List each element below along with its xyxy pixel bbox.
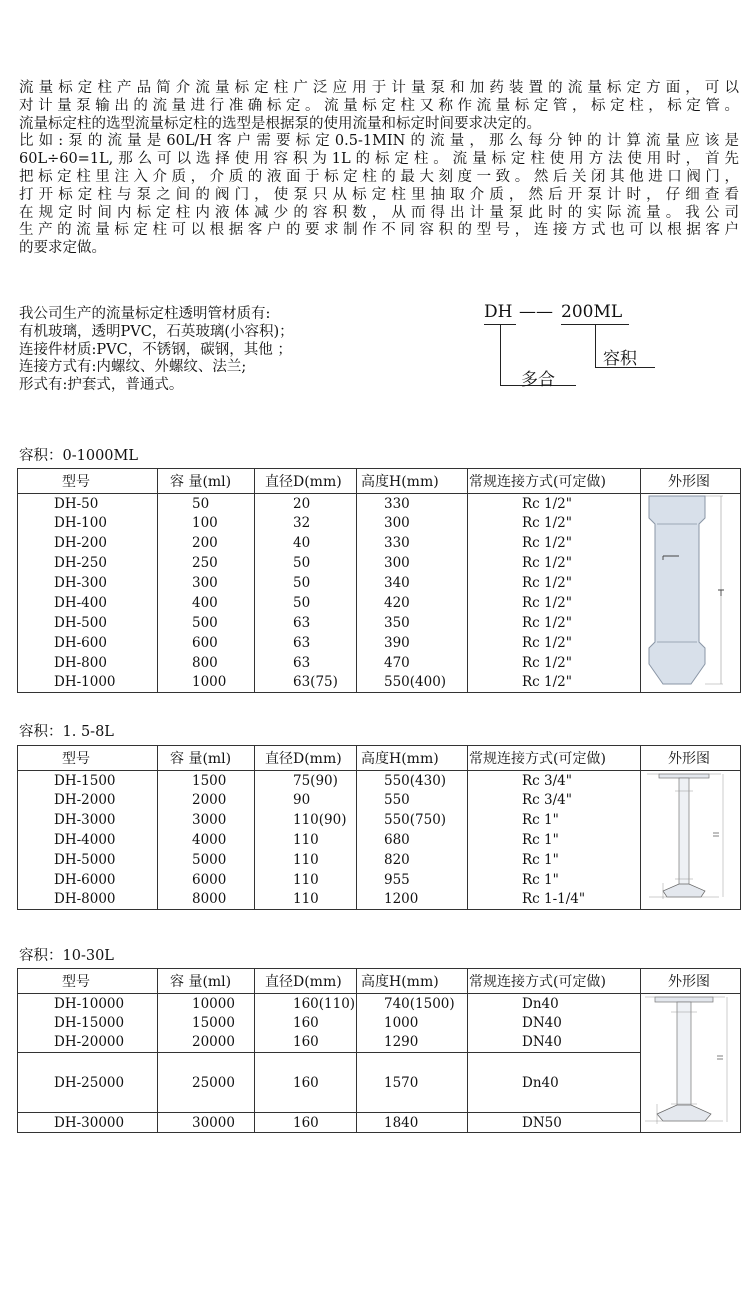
header-volume: 容 量(ml): [158, 746, 255, 771]
materials-line: 我公司生产的流量标定柱透明管材质有:: [19, 306, 271, 322]
cell-model: DH-300: [18, 573, 158, 593]
cell-height: 1570: [357, 1052, 468, 1112]
spec-table-small: [17, 468, 741, 693]
cell-height: 550(400): [357, 673, 468, 693]
table-row: [18, 1052, 741, 1112]
spec-table-large: [17, 968, 741, 1133]
base-cone: [657, 1105, 711, 1121]
table-row: [18, 613, 741, 633]
cell-model: DH-3000: [18, 810, 158, 830]
cell-volume: 25000: [158, 1052, 255, 1112]
cell-connection: Rc 1-1/4": [468, 890, 641, 910]
cell-model: DH-10000: [18, 994, 158, 1014]
cell-connection: DN50: [468, 1113, 641, 1133]
cell-model: DH-1500: [18, 771, 158, 791]
cell-model: DH-30000: [18, 1113, 158, 1133]
cell-height: 550: [357, 790, 468, 810]
table-row: [18, 673, 741, 693]
table-row: [18, 850, 741, 870]
intro-line: 生产的流量标定柱可以根据客户的要求制作不同容积的型号，连接方式也可以根据客户: [19, 222, 739, 239]
table-row: [18, 890, 741, 910]
cell-diameter: 110: [255, 890, 357, 910]
header-shape: 外形图: [641, 469, 741, 494]
cell-diameter: 20: [255, 494, 357, 514]
cell-height: 740(1500): [357, 994, 468, 1014]
cell-connection: Rc 1/2": [468, 494, 641, 514]
intro-line: 打开标定柱与泵之间的阀门，使泵只从标定柱里抽取介质，然后开泵计时，仔细查看: [19, 186, 739, 203]
cell-volume: 1000: [158, 673, 255, 693]
cell-height: 955: [357, 870, 468, 890]
cell-height: 820: [357, 850, 468, 870]
intro-line: 对计量泵输出的流量进行准确标定。流量标定柱又称作流量标定管，标定柱，标定管。: [19, 97, 739, 114]
cell-connection: Rc 1": [468, 810, 641, 830]
intro-paragraph: [19, 80, 739, 258]
label-company: 多合: [521, 370, 555, 390]
cell-diameter: 160(110): [255, 994, 357, 1014]
materials-list: [19, 306, 294, 395]
base-cone: [663, 884, 705, 897]
cell-height: 1000: [357, 1013, 468, 1033]
cell-connection: Rc 3/4": [468, 790, 641, 810]
header-model: 型号: [18, 469, 158, 494]
table-row: [18, 593, 741, 613]
cell-volume: 200: [158, 533, 255, 553]
cell-diameter: 110(90): [255, 810, 357, 830]
cell-volume: 3000: [158, 810, 255, 830]
cell-diameter: 160: [255, 1113, 357, 1133]
cell-height: 550(750): [357, 810, 468, 830]
cell-volume: 8000: [158, 890, 255, 910]
prefix-leader: [500, 324, 501, 385]
cell-diameter: 63(75): [255, 673, 357, 693]
cell-diameter: 160: [255, 1013, 357, 1033]
cell-volume: 50: [158, 494, 255, 514]
header-connection: 常规连接方式(可定做): [468, 969, 641, 994]
cell-height: 550(430): [357, 771, 468, 791]
cell-model: DH-250: [18, 553, 158, 573]
materials-line: 连接方式有:内螺纹、外螺纹、法兰;: [19, 359, 247, 376]
cell-diameter: 63: [255, 613, 357, 633]
header-connection: 常规连接方式(可定做): [468, 746, 641, 771]
table-row: [18, 494, 741, 514]
model-dash: ——: [519, 302, 553, 322]
cell-diameter: 63: [255, 633, 357, 653]
cell-model: DH-600: [18, 633, 158, 653]
cell-model: DH-8000: [18, 890, 158, 910]
cell-model: DH-50: [18, 494, 158, 514]
cell-model: DH-2000: [18, 790, 158, 810]
cell-volume: 600: [158, 633, 255, 653]
cell-diameter: 40: [255, 533, 357, 553]
cell-volume: 20000: [158, 1033, 255, 1053]
cell-volume: 400: [158, 593, 255, 613]
cell-height: 330: [357, 494, 468, 514]
intro-line: 流量标定柱的选型流量标定柱的选型是根据泵的使用流量和标定时间要求决定的。: [19, 115, 541, 132]
table-row: [18, 513, 741, 533]
cell-connection: Rc 1/2": [468, 533, 641, 553]
table-row: [18, 994, 741, 1014]
cell-model: DH-25000: [18, 1052, 158, 1112]
cell-model: DH-500: [18, 613, 158, 633]
model-code-diagram: [484, 300, 664, 396]
table-row: [18, 810, 741, 830]
header-height: 高度H(mm): [357, 469, 468, 494]
table-row: [18, 790, 741, 810]
header-diameter: 直径D(mm): [255, 746, 357, 771]
cell-model: DH-800: [18, 653, 158, 673]
cell-connection: DN40: [468, 1033, 641, 1053]
cell-height: 1290: [357, 1033, 468, 1053]
intro-line: 流量标定柱产品简介流量标定柱广泛应用于计量泵和加药装置的流量标定方面，可以: [19, 80, 739, 96]
cell-connection: Dn40: [468, 994, 641, 1014]
cell-volume: 100: [158, 513, 255, 533]
cell-diameter: 110: [255, 850, 357, 870]
intro-line: 比如:泵的流量是60L/H客户需要标定0.5-1MIN的流量，那么每分钟的计算流量应该是: [19, 133, 739, 150]
cell-connection: Rc 1/2": [468, 653, 641, 673]
cell-diameter: 50: [255, 593, 357, 613]
cell-height: 1840: [357, 1113, 468, 1133]
table-row: [18, 1013, 741, 1033]
cell-volume: 2000: [158, 790, 255, 810]
cell-height: 330: [357, 533, 468, 553]
header-diameter: 直径D(mm): [255, 969, 357, 994]
cell-volume: 800: [158, 653, 255, 673]
materials-line: 连接件材质:PVC，不锈钢，碳钢，其他 ；: [19, 341, 292, 358]
column-tube: [677, 1002, 691, 1112]
cell-connection: Rc 1/2": [468, 513, 641, 533]
cell-diameter: 90: [255, 790, 357, 810]
intro-line: 把标定柱里注入介质，介质的液面于标定柱的最大刻度一致。然后关闭其他进口阀门，: [19, 168, 739, 185]
model-suffix: 200ML: [561, 302, 623, 322]
table-row: [18, 870, 741, 890]
header-model: 型号: [18, 746, 158, 771]
small-column-drawing: [641, 494, 741, 688]
table-row: [18, 653, 741, 673]
cell-height: 340: [357, 573, 468, 593]
large-column-drawing: [641, 994, 741, 1128]
cell-model: DH-400: [18, 593, 158, 613]
top-flange: [659, 774, 709, 778]
cell-connection: Rc 1/2": [468, 553, 641, 573]
cell-connection: Rc 1": [468, 850, 641, 870]
cell-connection: Dn40: [468, 1052, 641, 1112]
materials-line: 形式有:护套式，普通式。: [19, 377, 184, 394]
cell-connection: Rc 1/2": [468, 613, 641, 633]
table-row: [18, 1033, 741, 1053]
height-marker: [713, 833, 719, 836]
cell-volume: 5000: [158, 850, 255, 870]
header-shape: 外形图: [641, 746, 741, 771]
cell-diameter: 75(90): [255, 771, 357, 791]
cell-volume: 250: [158, 553, 255, 573]
cell-diameter: 110: [255, 830, 357, 850]
top-flange: [655, 997, 713, 1002]
suffix-leader: [595, 324, 596, 367]
cell-model: DH-6000: [18, 870, 158, 890]
cell-connection: Rc 3/4": [468, 771, 641, 791]
table-row: [18, 553, 741, 573]
cell-diameter: 110: [255, 870, 357, 890]
cell-height: 390: [357, 633, 468, 653]
cell-height: 300: [357, 513, 468, 533]
cell-connection: Rc 1": [468, 830, 641, 850]
header-shape: 外形图: [641, 969, 741, 994]
model-prefix: DH: [484, 302, 513, 322]
cell-volume: 500: [158, 613, 255, 633]
cell-connection: DN40: [468, 1013, 641, 1033]
table-row: [18, 771, 741, 791]
shape-drawing-cell: [641, 494, 741, 693]
cell-diameter: 32: [255, 513, 357, 533]
cell-volume: 30000: [158, 1113, 255, 1133]
label-volume: 容积: [603, 349, 637, 369]
section-title: 容积：10-30L: [19, 948, 114, 964]
cell-height: 350: [357, 613, 468, 633]
cell-height: 300: [357, 553, 468, 573]
cell-connection: Rc 1/2": [468, 573, 641, 593]
section-title: 容积：1. 5-8L: [19, 724, 114, 740]
cell-diameter: 160: [255, 1052, 357, 1112]
cell-model: DH-20000: [18, 1033, 158, 1053]
cell-diameter: 50: [255, 553, 357, 573]
header-height: 高度H(mm): [357, 969, 468, 994]
header-volume: 容 量(ml): [158, 469, 255, 494]
cell-volume: 4000: [158, 830, 255, 850]
shape-drawing-cell: [641, 994, 741, 1133]
shape-drawing-cell: [641, 771, 741, 910]
cell-connection: Rc 1/2": [468, 673, 641, 693]
height-marker: [717, 1056, 723, 1059]
header-volume: 容 量(ml): [158, 969, 255, 994]
table-row: [18, 533, 741, 553]
cell-volume: 6000: [158, 870, 255, 890]
header-model: 型号: [18, 969, 158, 994]
cell-model: DH-100: [18, 513, 158, 533]
cell-volume: 1500: [158, 771, 255, 791]
cell-model: DH-5000: [18, 850, 158, 870]
header-connection: 常规连接方式(可定做): [468, 469, 641, 494]
table-row: [18, 1113, 741, 1133]
table-row: [18, 633, 741, 653]
cell-diameter: 63: [255, 653, 357, 673]
cell-height: 680: [357, 830, 468, 850]
intro-line: 的要求定做。: [19, 240, 106, 257]
materials-line: 有机玻璃，透明PVC，石英玻璃(小容积)；: [19, 323, 294, 340]
cell-height: 1200: [357, 890, 468, 910]
medium-column-drawing: [641, 771, 741, 905]
intro-line: 60L÷60=1L,那么可以选择使用容积为1L的标定柱。流量标定柱使用方法使用时，首先: [19, 151, 739, 168]
cell-model: DH-4000: [18, 830, 158, 850]
cell-connection: Rc 1/2": [468, 633, 641, 653]
section-title: 容积：0-1000ML: [19, 448, 139, 464]
cell-diameter: 160: [255, 1033, 357, 1053]
cell-volume: 10000: [158, 994, 255, 1014]
spec-table-medium: [17, 745, 741, 910]
cell-volume: 15000: [158, 1013, 255, 1033]
cell-model: DH-1000: [18, 673, 158, 693]
table-row: [18, 830, 741, 850]
table-row: [18, 573, 741, 593]
cell-connection: Rc 1": [468, 870, 641, 890]
header-diameter: 直径D(mm): [255, 469, 357, 494]
cell-model: DH-200: [18, 533, 158, 553]
intro-line: 在规定时间内标定柱内液体减少的容积数，从而得出计量泵此时的实际流量。我公司: [19, 204, 739, 221]
cell-model: DH-15000: [18, 1013, 158, 1033]
cell-height: 420: [357, 593, 468, 613]
header-height: 高度H(mm): [357, 746, 468, 771]
cell-connection: Rc 1/2": [468, 593, 641, 613]
cell-volume: 300: [158, 573, 255, 593]
height-marker: [718, 590, 724, 596]
cell-diameter: 50: [255, 573, 357, 593]
cell-height: 470: [357, 653, 468, 673]
column-tube: [679, 778, 689, 891]
